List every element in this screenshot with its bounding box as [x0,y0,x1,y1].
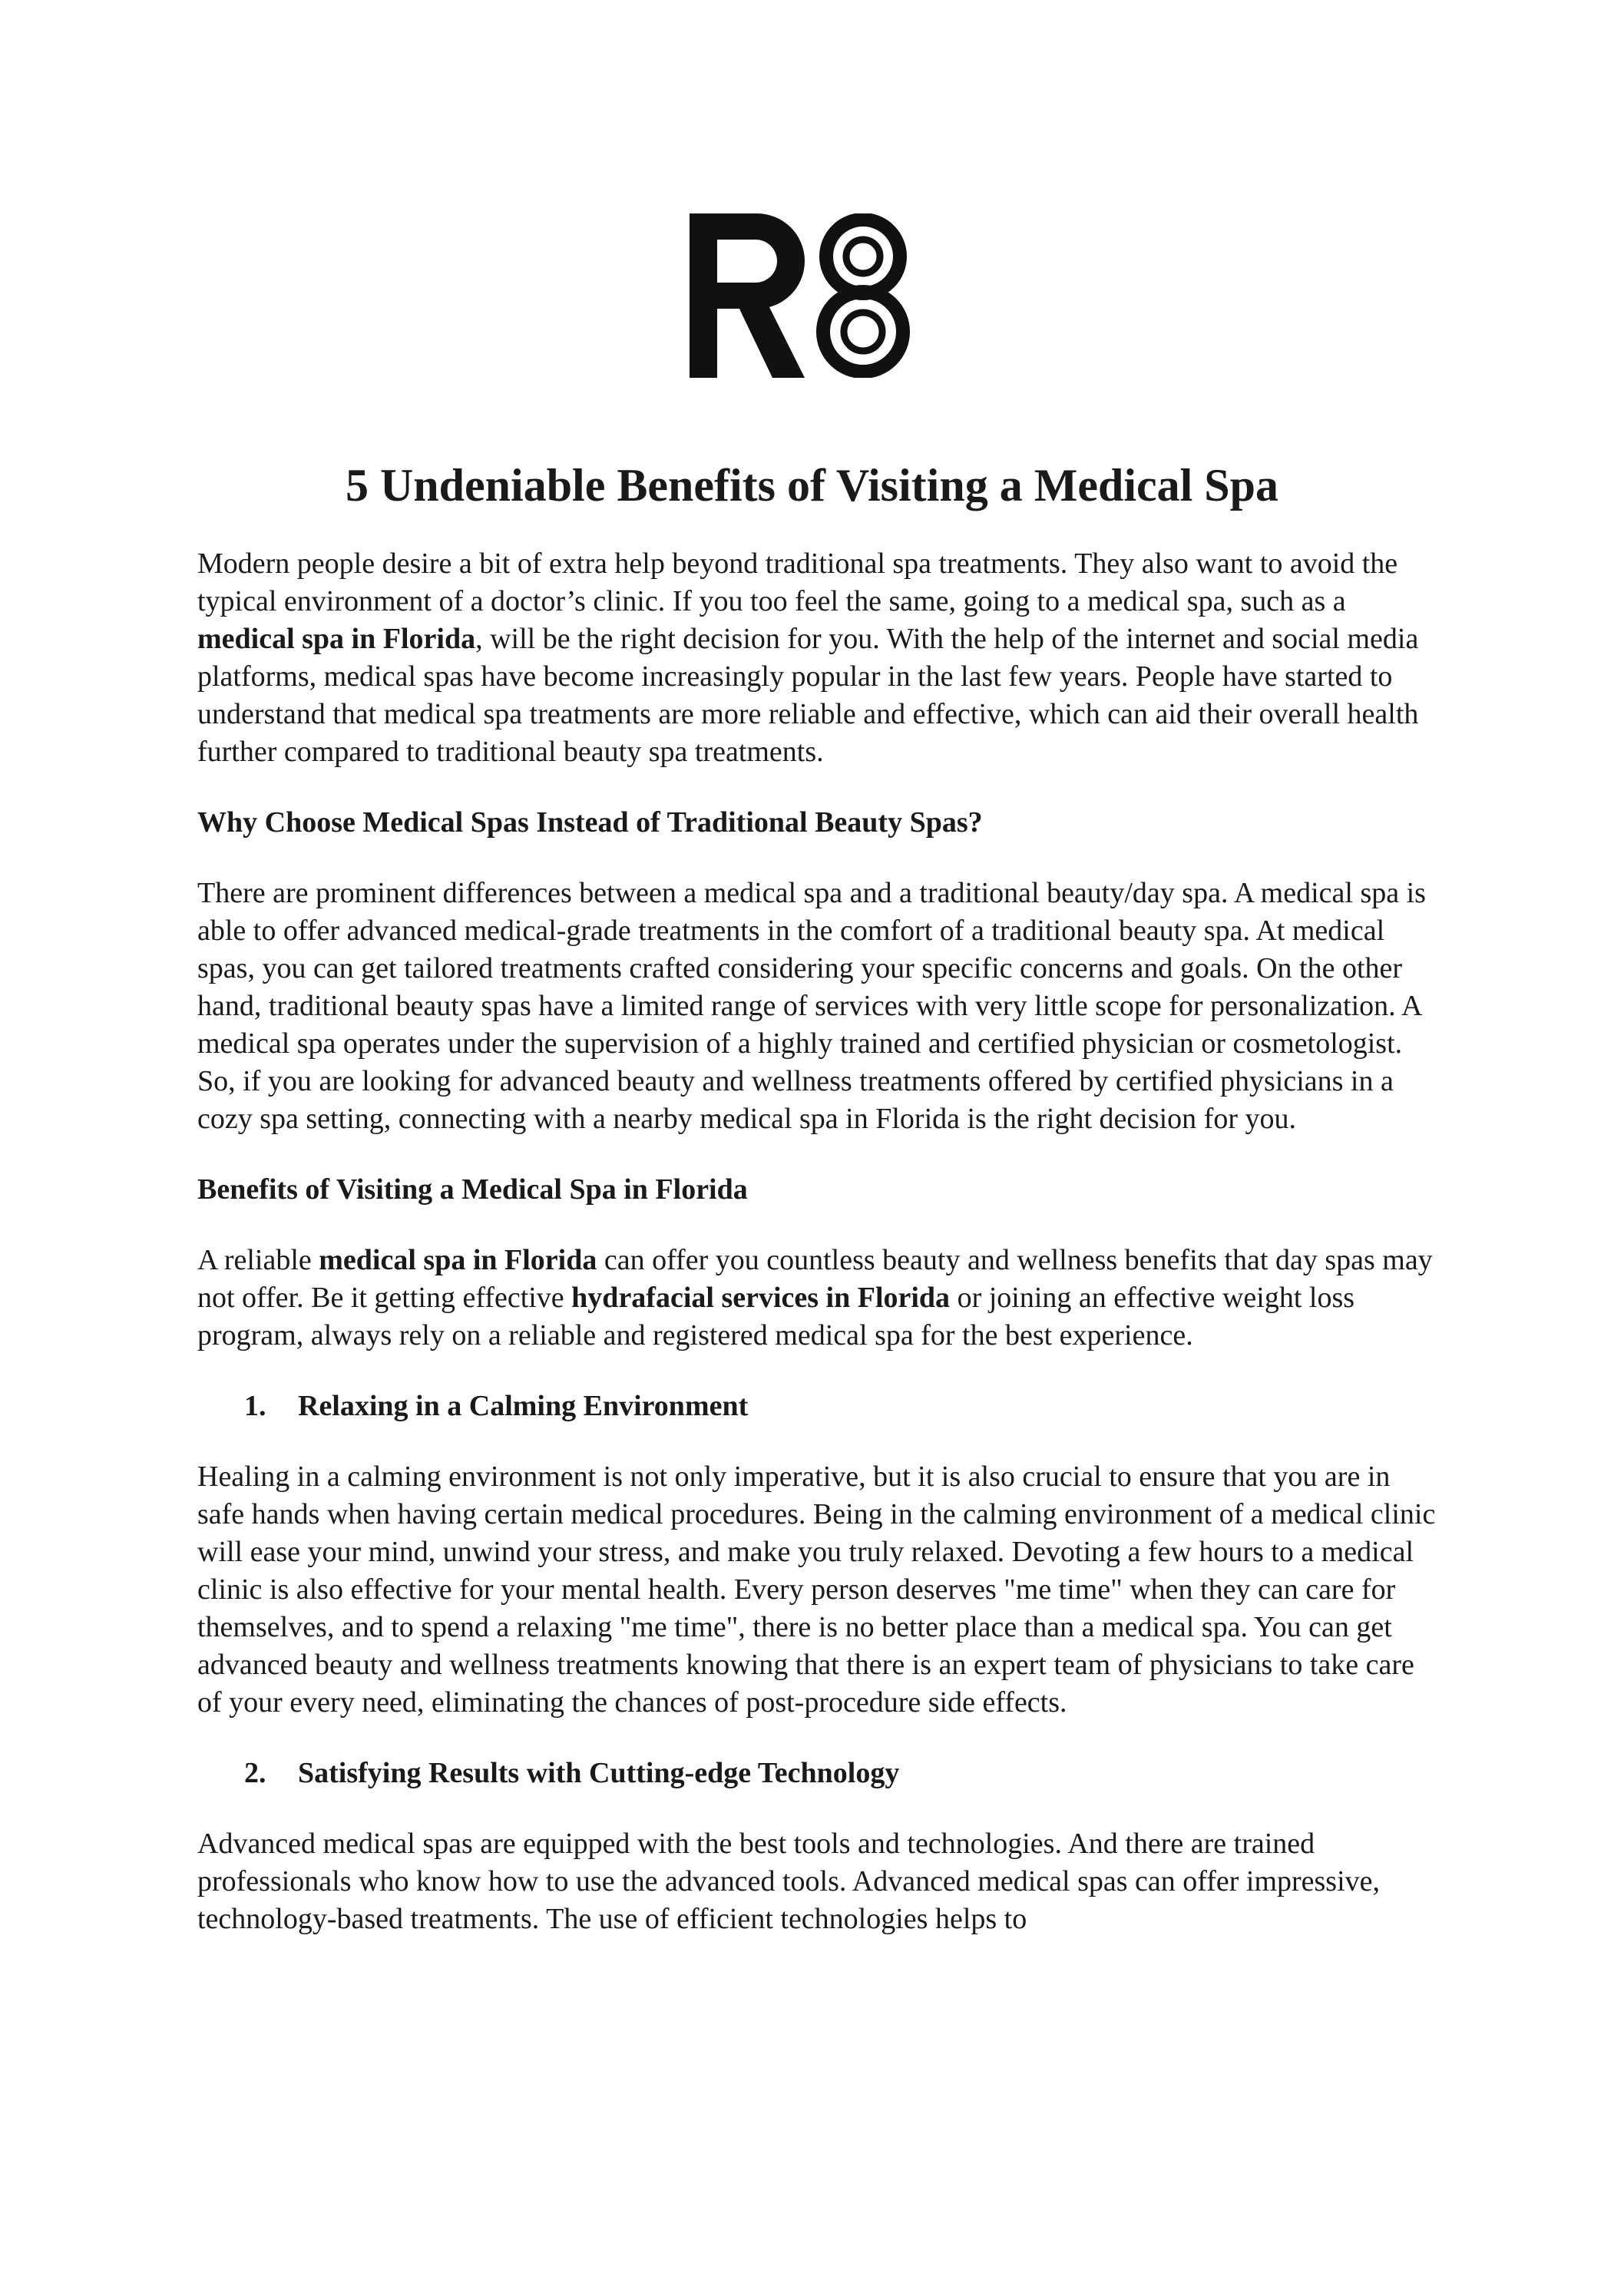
intro-text-1: Modern people desire a bit of extra help beyond traditional spa treatments. They also want to avoid the typical environment of a doctor’s clinic. If you too feel the same, going to a medical spa, such as a [197,548,1398,617]
intro-text-2: , will be the right decision for you. With the help of the internet and social media platforms, medical spas have become increasingly popular in the last few years. People have started to understand that medical spa treatments are more reliable and effective, which can aid their overall health further compared to traditional beauty spa treatments. [197,623,1419,768]
benefits-bold-1: medical spa in Florida [319,1244,597,1276]
benefits-paragraph [197,1242,1441,1355]
list-number: 2. [244,1757,266,1789]
benefits-text-1: A reliable [197,1244,319,1276]
article-body [197,545,1441,1971]
list-number: 1. [244,1390,266,1422]
intro-paragraph [197,545,1441,771]
item-1-paragraph: Healing in a calming environment is not only imperative, but it is also crucial to ensure that you are in safe hands when having certain medical procedures. Being in the calming environment of a medical clinic will ease your mind, unwind your stress, and make you truly relaxed. Devoting a few hours to a medical clinic is also effective for your mental health. Every person deserves "me time" when they can care for themselves, and to spend a relaxing "me time", there is no better place than a medical spa. You can get advanced beauty and wellness treatments knowing that there is an expert team of physicians to take care of your every need, eliminating the chances of post-procedure side effects. [197,1461,1436,1719]
section-heading-why: Why Choose Medical Spas Instead of Traditional Beauty Spas? [197,806,983,839]
benefits-text-3: or joining an effective weight loss program, always rely on a reliable and registered medical spa for the best experience. [197,1282,1355,1351]
numbered-heading-text: Satisfying Results with Cutting-edge Technology [298,1757,900,1789]
why-paragraph: There are prominent differences between a medical spa and a traditional beauty/day spa. A medical spa is able to offer advanced medical-grade treatments in the comfort of a traditional beauty spa. At medical spas, you can get tailored treatments crafted considering your specific concerns and goals. On the other hand, traditional beauty spas have a limited range of services with very little scope for personalization. A medical spa operates under the supervision of a highly trained and certified physician or cosmetologist. So, if you are looking for advanced beauty and wellness treatments offered by certified physicians in a cozy spa setting, connecting with a nearby medical spa in Florida is the right decision for you. [197,877,1426,1135]
item-2-paragraph: Advanced medical spas are equipped with the best tools and technologies. And there are trained professionals who know how to use the advanced tools. Advanced medical spas can offer impressive, technology-based treatments. The use of efficient technologies helps to [197,1828,1381,1935]
document-title: 5 Undeniable Benefits of Visiting a Medical Spa [345,460,1279,511]
intro-bold-1: medical spa in Florida [197,623,476,655]
numbered-heading-1 [197,1388,1441,1425]
benefits-bold-2: hydrafacial services in Florida [571,1282,951,1314]
numbered-heading-2 [197,1755,1441,1792]
numbered-heading-text: Relaxing in a Calming Environment [298,1390,749,1422]
benefits-text-2: can offer you countless beauty and wellness benefits that day spas may not offer. Be it getting effective [197,1244,1433,1314]
r8-logo [690,213,928,378]
section-heading-benefits: Benefits of Visiting a Medical Spa in Florida [197,1173,748,1206]
